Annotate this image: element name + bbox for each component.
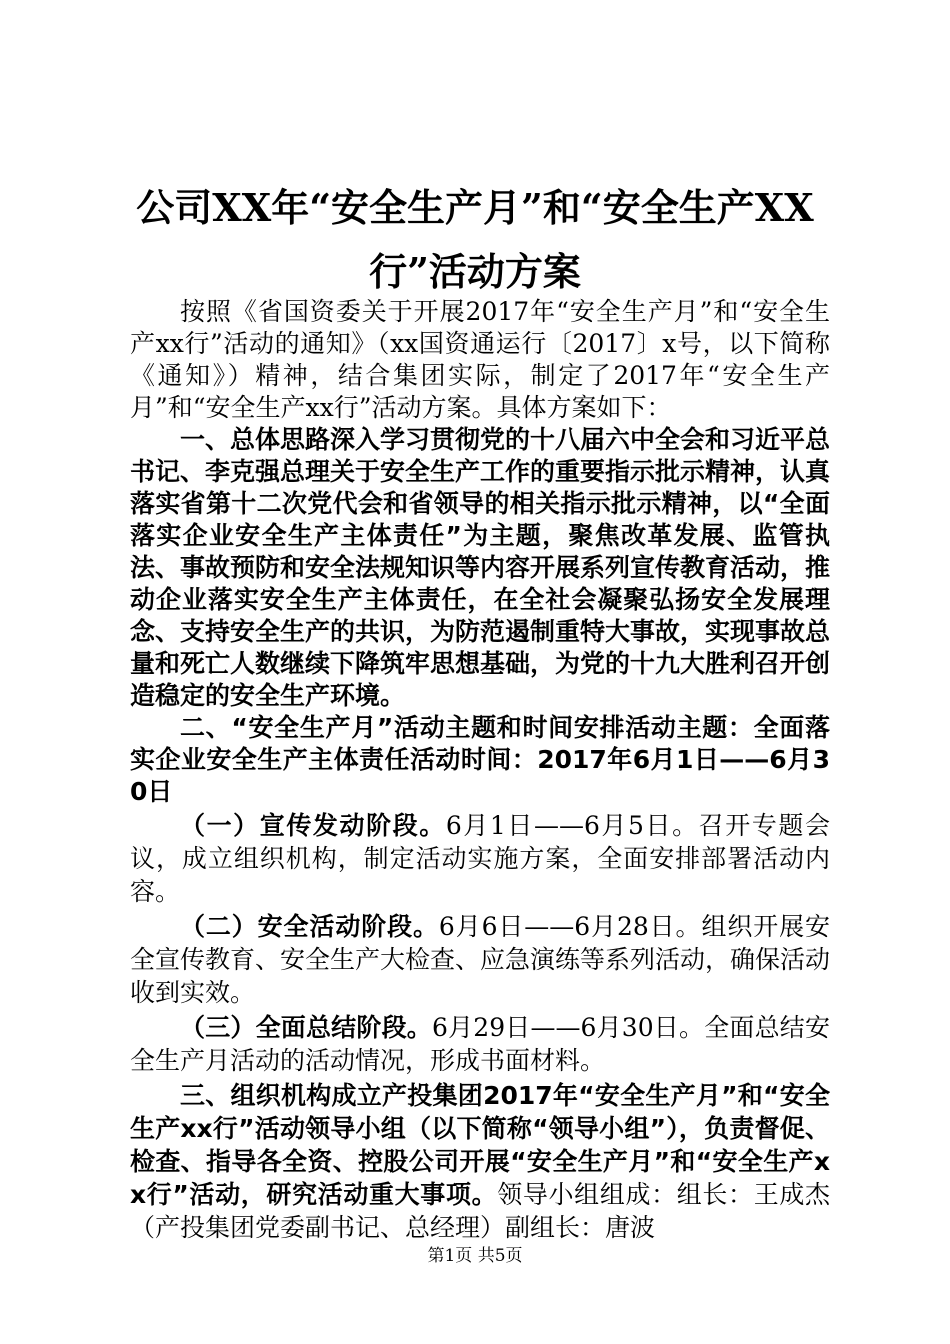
document-body xyxy=(130,296,830,1245)
stage-2-paragraph xyxy=(130,911,830,1010)
page-footer: 第1页 共5页 xyxy=(427,1246,523,1266)
stage-1-paragraph xyxy=(130,810,830,909)
document-title: 公司XX年“安全生产月”和“安全生产XX行”活动方案 xyxy=(136,185,814,294)
stage-3-text: 6月29日——6月30日。全面总结安全生产月活动的活动情况，形成书面材料。 xyxy=(130,1013,830,1075)
section-3-lead: 三、组织机构成立产投集团2017年“安全生产月”和“安全生产xx行”活动领导小组（以下简称“领导小组”），负责督促、检查、指导各全资、控股公司开展“安全生产月”和“安全生产xx行”活动，研究活动重大事项。 xyxy=(130,1081,830,1209)
stage-2-lead: （二）安全活动阶段。 xyxy=(180,912,439,941)
stage-3-paragraph xyxy=(130,1012,830,1078)
section-1-paragraph: 一、总体思路深入学习贯彻党的十八届六中全会和习近平总书记、李克强总理关于安全生产工作的重要指示批示精神，认真落实省第十二次党代会和省领导的相关指示批示精神，以“全面落实企业安全生产主体责任”为主题，聚焦改革发展、监管执法、事故预防和安全法规知识等内容开展系列宣传教育活动，推动企业落实安全生产主体责任，在全社会凝聚弘扬安全发展理念、支持安全生产的共识，为防范遏制重特大事故，实现事故总量和死亡人数继续下降筑牢思想基础，为党的十九大胜利召开创造稳定的安全生产环境。 xyxy=(130,425,831,710)
stage-1-text: 6月1日——6月5日。召开专题会议，成立组织机构，制定活动实施方案，全面安排部署活动内容。 xyxy=(130,811,830,906)
section-3-text: 领导小组组成：组长：王成杰（产投集团党委副书记、总经理）副组长：唐波 xyxy=(130,1180,830,1242)
stage-3-lead: （三）全面总结阶段。 xyxy=(180,1013,432,1042)
intro-paragraph: 按照《省国资委关于开展2017年“安全生产月”和“安全生产xx行”活动的通知》（xx国资通运行〔2017〕x号，以下简称《通知》）精神，结合集团实际，制定了2017年“安全生产月”和“安全生产xx行”活动方案。具体方案如下： xyxy=(130,297,830,422)
stage-2-text: 6月6日——6月28日。组织开展安全宣传教育、安全生产大检查、应急演练等系列活动，确保活动收到实效。 xyxy=(130,912,831,1007)
section-3-paragraph xyxy=(130,1080,830,1245)
stage-1-lead: （一）宣传发动阶段。 xyxy=(180,811,446,840)
section-2-paragraph: 二、“安全生产月”活动主题和时间安排活动主题：全面落实企业安全生产主体责任活动时间：2017年6月1日——6月30日 xyxy=(130,713,830,806)
